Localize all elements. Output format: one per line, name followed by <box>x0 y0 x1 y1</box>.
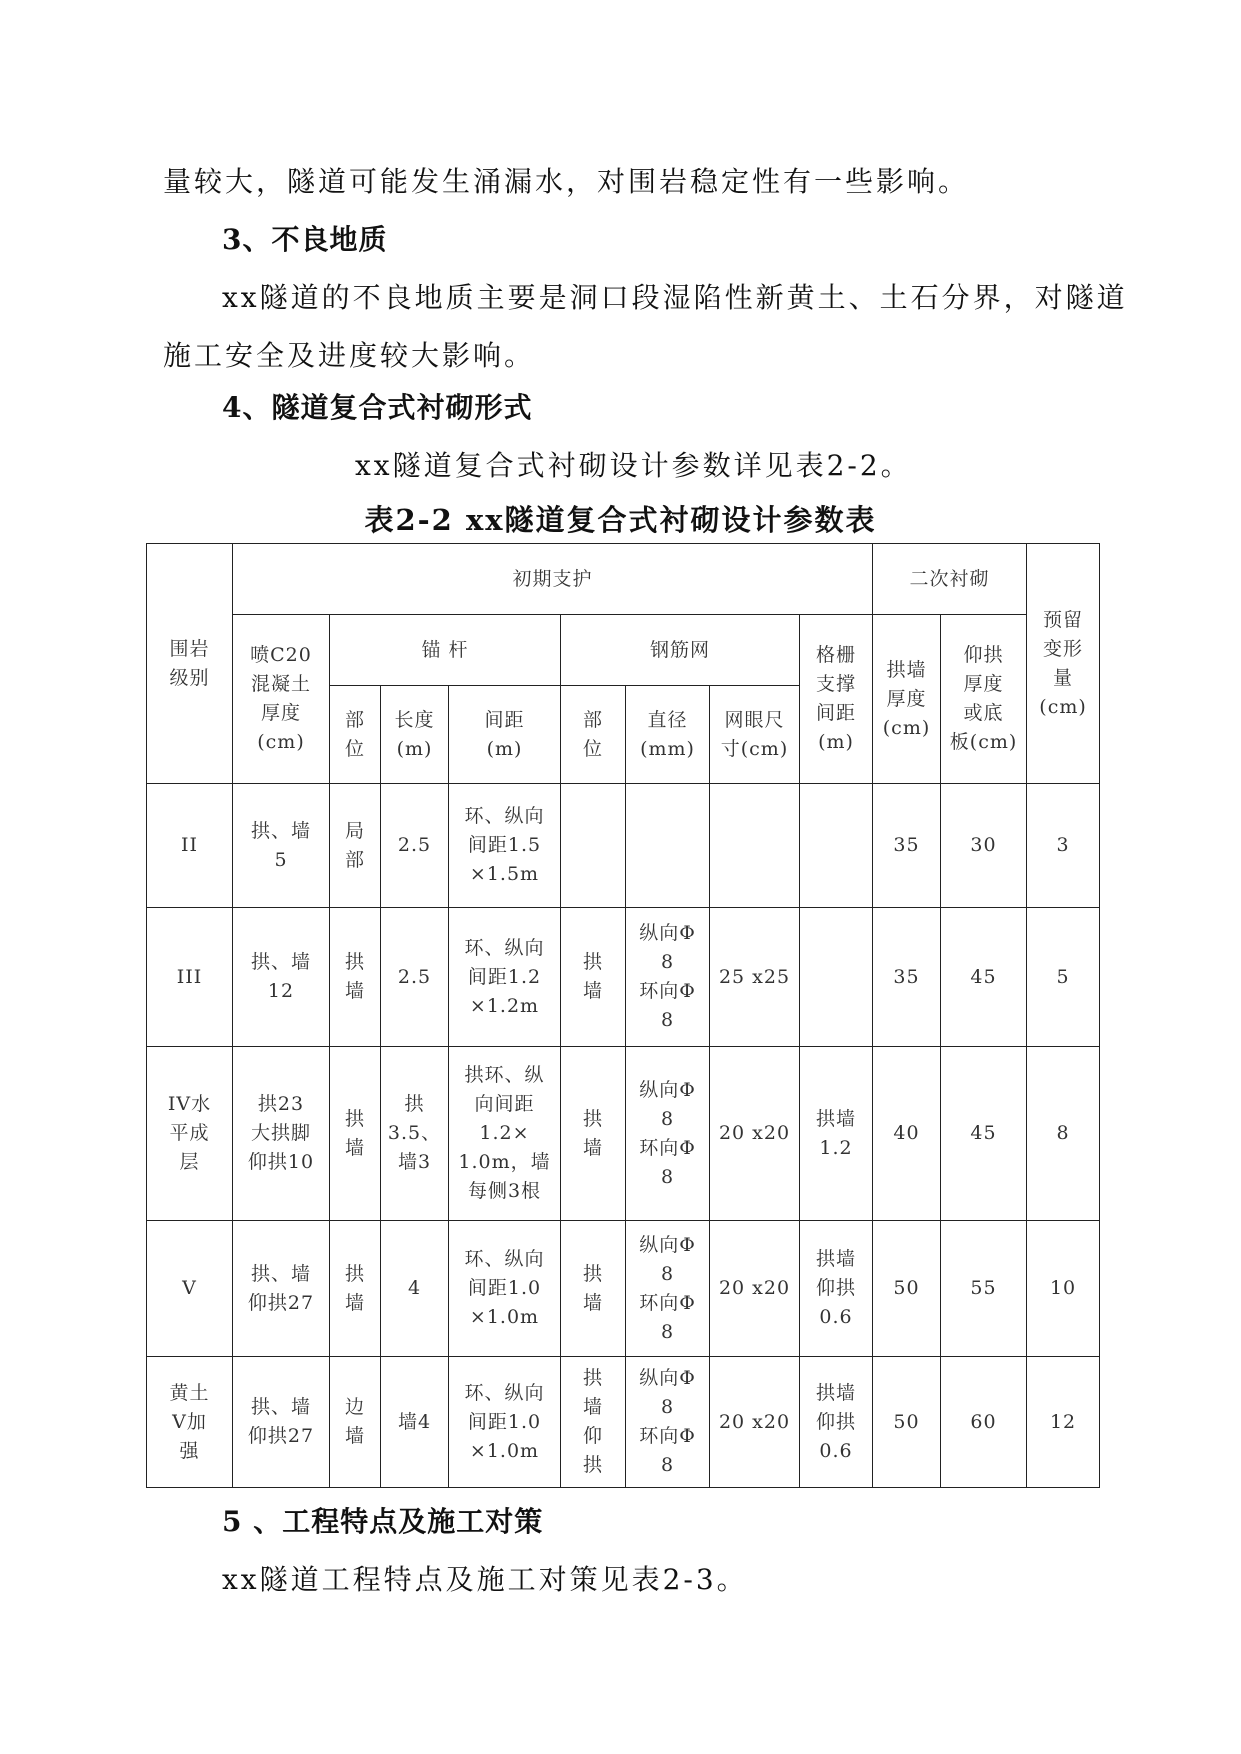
cell-grade: II <box>147 784 233 908</box>
cell-mesh-size: 25 x25 <box>710 908 800 1047</box>
header-secondary-lining: 二次衬砌 <box>873 544 1027 615</box>
paragraph-geology-line2: 施工安全及进度较大影响。 <box>163 339 536 372</box>
cell-mesh-diameter: 纵向Φ 8 环向Φ 8 <box>626 1357 710 1488</box>
header-grade: 围岩 级别 <box>147 544 233 784</box>
cell-anchor-length: 2.5 <box>381 784 449 908</box>
cell-shotcrete: 拱、墙 12 <box>233 908 330 1047</box>
paragraph-features-ref: xx隧道工程特点及施工对策见表2-3。 <box>222 1563 748 1596</box>
header-grid-spacing: 格栅 支撑 间距 (m) <box>800 615 873 784</box>
cell-grade: III <box>147 908 233 1047</box>
cell-grid-spacing <box>800 908 873 1047</box>
cell-anchor-length: 2.5 <box>381 908 449 1047</box>
cell-reserve: 8 <box>1027 1047 1100 1221</box>
cell-anchor-spacing: 环、纵向 间距1.0 ×1.0m <box>449 1357 561 1488</box>
cell-arch-wall: 50 <box>873 1221 941 1357</box>
header-anchor-spacing: 间距 (m) <box>449 686 561 784</box>
cell-mesh-size: 20 x20 <box>710 1221 800 1357</box>
header-invert-thickness: 仰拱 厚度 或底 板(cm) <box>941 615 1027 784</box>
cell-arch-wall: 35 <box>873 908 941 1047</box>
cell-mesh-size: 20 x20 <box>710 1357 800 1488</box>
cell-mesh-part: 拱 墙 <box>561 1047 626 1221</box>
lining-parameter-table <box>146 543 1100 1488</box>
cell-mesh-part: 拱 墙 <box>561 908 626 1047</box>
cell-invert: 30 <box>941 784 1027 908</box>
cell-anchor-length: 墙4 <box>381 1357 449 1488</box>
cell-mesh-part: 拱 墙 仰 拱 <box>561 1357 626 1488</box>
heading-lining-form: 4、隧道复合式衬砌形式 <box>222 391 533 424</box>
cell-anchor-length: 4 <box>381 1221 449 1357</box>
heading-bad-geology: 3、不良地质 <box>222 223 388 256</box>
cell-anchor-part: 边 墙 <box>330 1357 381 1488</box>
cell-anchor-part: 局 部 <box>330 784 381 908</box>
header-anchor-part: 部 位 <box>330 686 381 784</box>
cell-shotcrete: 拱、墙 仰拱27 <box>233 1221 330 1357</box>
table-row <box>147 908 1100 1047</box>
header-anchor-length: 长度 (m) <box>381 686 449 784</box>
cell-mesh-diameter: 纵向Φ 8 环向Φ 8 <box>626 908 710 1047</box>
cell-mesh-part: 拱 墙 <box>561 1221 626 1357</box>
cell-anchor-part: 拱 墙 <box>330 1221 381 1357</box>
cell-grid-spacing: 拱墙 1.2 <box>800 1047 873 1221</box>
cell-mesh-diameter: 纵向Φ 8 环向Φ 8 <box>626 1221 710 1357</box>
header-shotcrete: 喷C20 混凝土 厚度 (cm) <box>233 615 330 784</box>
cell-mesh-part <box>561 784 626 908</box>
header-mesh-diameter: 直径 (mm) <box>626 686 710 784</box>
header-mesh-size: 网眼尺 寸(cm) <box>710 686 800 784</box>
cell-anchor-spacing: 环、纵向 间距1.0 ×1.0m <box>449 1221 561 1357</box>
table-row <box>147 784 1100 908</box>
table-caption: 表2-2 xx隧道复合式衬砌设计参数表 <box>364 503 877 537</box>
cell-anchor-part: 拱 墙 <box>330 1047 381 1221</box>
cell-invert: 45 <box>941 908 1027 1047</box>
cell-invert: 45 <box>941 1047 1027 1221</box>
cell-invert: 60 <box>941 1357 1027 1488</box>
cell-arch-wall: 40 <box>873 1047 941 1221</box>
paragraph-lining-ref: xx隧道复合式衬砌设计参数详见表2-2。 <box>355 449 912 482</box>
header-arch-wall-thickness: 拱墙 厚度 (cm) <box>873 615 941 784</box>
cell-invert: 55 <box>941 1221 1027 1357</box>
cell-mesh-diameter <box>626 784 710 908</box>
cell-anchor-spacing: 环、纵向 间距1.5 ×1.5m <box>449 784 561 908</box>
cell-shotcrete: 拱、墙 仰拱27 <box>233 1357 330 1488</box>
cell-shotcrete: 拱、墙 5 <box>233 784 330 908</box>
cell-anchor-length: 拱 3.5、 墙3 <box>381 1047 449 1221</box>
cell-reserve: 5 <box>1027 908 1100 1047</box>
paragraph-geology-line1: xx隧道的不良地质主要是洞口段湿陷性新黄土、土石分界，对隧道 <box>222 281 1128 314</box>
heading-features: 5 、工程特点及施工对策 <box>222 1505 544 1538</box>
cell-grid-spacing <box>800 784 873 908</box>
cell-mesh-size: 20 x20 <box>710 1047 800 1221</box>
cell-arch-wall: 50 <box>873 1357 941 1488</box>
cell-arch-wall: 35 <box>873 784 941 908</box>
cell-anchor-part: 拱 墙 <box>330 908 381 1047</box>
cell-mesh-diameter: 纵向Φ 8 环向Φ 8 <box>626 1047 710 1221</box>
cell-grid-spacing: 拱墙 仰拱 0.6 <box>800 1357 873 1488</box>
header-initial-support: 初期支护 <box>233 544 873 615</box>
header-mesh: 钢筋网 <box>561 615 800 686</box>
cell-reserve: 12 <box>1027 1357 1100 1488</box>
table-row <box>147 1357 1100 1488</box>
paragraph-water: 量较大，隧道可能发生涌漏水，对围岩稳定性有一些影响。 <box>163 165 970 198</box>
table-row <box>147 1047 1100 1221</box>
header-reserve-deformation: 预留 变形 量 (cm) <box>1027 544 1100 784</box>
header-anchor: 锚 杆 <box>330 615 561 686</box>
cell-reserve: 10 <box>1027 1221 1100 1357</box>
cell-grade: 黄土 V加 强 <box>147 1357 233 1488</box>
table-row <box>147 1221 1100 1357</box>
cell-grade: V <box>147 1221 233 1357</box>
cell-anchor-spacing: 环、纵向 间距1.2 ×1.2m <box>449 908 561 1047</box>
cell-anchor-spacing: 拱环、纵 向间距 1.2× 1.0m，墙 每侧3根 <box>449 1047 561 1221</box>
cell-mesh-size <box>710 784 800 908</box>
cell-reserve: 3 <box>1027 784 1100 908</box>
cell-grade: IV水 平成 层 <box>147 1047 233 1221</box>
cell-shotcrete: 拱23 大拱脚 仰拱10 <box>233 1047 330 1221</box>
cell-grid-spacing: 拱墙 仰拱 0.6 <box>800 1221 873 1357</box>
header-mesh-part: 部 位 <box>561 686 626 784</box>
